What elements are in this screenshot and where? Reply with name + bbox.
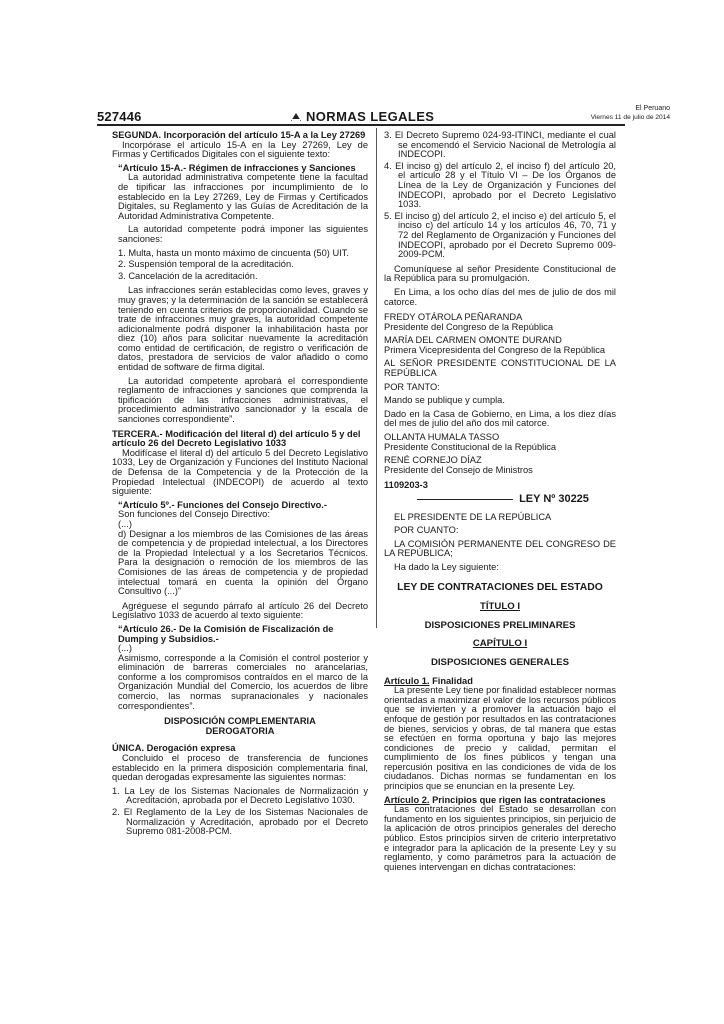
list-item: 4. El inciso g) del artículo 2, el inciso f) del artículo 20, el artículo 28 y el Título VI – De los Órganos de Línea de la Ley de Organización y Funciones del INDECOPI, aprobado por el Decreto Legislativo 1033. [384,160,616,210]
article-15a-paragraph: Las infracciones serán establecidas como leves, graves y muy graves; y la determinación de la sanción se establecerá teniendo en cuenta criterios de proporcionalidad. Cuando se trate de infracciones muy graves, la autoridad competente adicionalmente podrá disponer la inhabilitación hasta por diez (10) años para solicitar nuevamente la acreditación como entidad de certificación, de registro o verificación de datos, prestadora de servicios de valor añadido o como entidad de software de firma digital. [118,285,368,373]
al-senor-presidente: AL SEÑOR PRESIDENTE CONSTITUCIONAL DE LA REPÚBLICA [384,358,616,379]
list-item: 3. El Decreto Supremo 024-93-ITINCI, mediante el cual se encomendó el Servicio Nacional de Metrología al INDECOPI. [384,130,616,160]
law-title: LEY DE CONTRATACIONES DEL ESTADO [397,581,603,593]
signatory-role: Presidente Constitucional de la República [384,441,557,452]
dado-text: Dado en la Casa de Gobierno, en Lima, a los diez días del mes de julio del año dos mil catorce. [384,408,616,429]
lima-date-text: En Lima, a los ocho días del mes de julio de dos mil catorce. [384,286,616,307]
list-item: 3. Cancelación de la acreditación. [118,270,258,281]
article-15a-heading: “Artículo 15-A.- Régimen de infracciones y Sanciones [118,162,356,173]
article-1-paragraph: La presente Ley tiene por finalidad establecer normas orientadas a maximizar el valor de los recursos públicos que se invierten y a promover la actuación bajo el enfoque de gestión por resultados en las contrataciones de bienes, servicios y obras, de tal manera que estas se efectúen en forma oportuna y bajo las mejores condiciones de precio y calidad, permitan el cumplimiento de los fines públicos y tengan una repercusión positiva en las condiciones de vida de los ciudadanos. Dichas normas se fundamentan en los principios que se enuncian en la presente Ley. [384,685,616,792]
article-15a-block [118,164,368,425]
header-meta [584,104,670,122]
unica-heading: ÚNICA. Derogación expresa [112,743,236,754]
mando-text: Mando se publique y cumpla. [384,395,505,406]
president-line: EL PRESIDENTE DE LA REPÚBLICA [394,511,552,522]
segunda-intro: Incorpórase el artículo 15-A en la Ley 27269, Ley de Firmas y Certificados Digitales con el siguiente texto: [112,139,368,160]
article-15a-paragraph: La autoridad competente aprobará el correspondiente reglamento de infracciones y sanciones que comprenda la tipificación de las infracciones administrativas, el procedimiento administrativo sancionador y la escala de sanciones correspondiente”. [118,375,368,425]
page-number: 527446 [97,109,142,124]
derogaciones-list [112,787,368,837]
article-26-heading: “Artículo 26.- De la Comisión de Fiscalización de Dumping y Subsidios.- [118,623,334,644]
ha-dado-text: Ha dado la Ley siguiente: [394,561,499,572]
right-column [384,131,616,876]
publication-name: El Peruano [635,105,670,112]
signatory-role: Primera Vicepresidenta del Congreso de la República [384,344,606,355]
list-item: 2. Suspensión temporal de la acreditación. [118,259,294,270]
disposicion-heading-1: DISPOSICIÓN COMPLEMENTARIA [164,716,316,727]
por-cuanto: POR CUANTO: [394,525,459,536]
article-2-name: Principios que rigen las contrataciones [432,794,606,805]
disposiciones-generales-heading: DISPOSICIONES GENERALES [430,656,570,668]
signatory-name: MARÍA DEL CARMEN OMONTE DURAND [384,335,562,346]
disposiciones-preliminares-heading: DISPOSICIONES PRELIMINARES [424,619,576,631]
article-26-paragraph: Asimismo, corresponde a la Comisión el control posterior y eliminación de barreras comerciales no arancelarias, conforme a los compromisos contraídos en el marco de la Organización Mundial del Comercio, los acuerdos de libre comercio, las normas supranacionales y nacionales correspondientes”. [118,652,368,711]
list-item: 2. El Reglamento de la Ley de los Sistemas Nacionales de Normalización y Acreditación, aprobado por el Decreto Supremo 081-2008-PCM. [112,807,368,837]
article-2-label: Artículo 2. [384,794,430,805]
ellipsis: (...) [118,518,132,529]
por-tanto: POR TANTO: [384,381,440,392]
signatory-name: FREDY OTÁROLA PEÑARANDA [384,312,523,323]
article-5-block [118,501,368,597]
left-column [112,131,368,842]
law-number-row [384,495,616,505]
separator-line [417,499,513,500]
derogaciones-list-continued [384,131,616,260]
article-15a-paragraph: La autoridad administrativa competente tiene la facultad de tipificar las infracciones por incumplimiento de lo establecido en la Ley 27269, Ley de Firmas y Certificados Digitales, su Reglamento y las Guías de Acreditación de la Autoridad Administrativa Competente. [118,172,368,221]
tercera-heading: TERCERA.- Modificación del literal d) del artículo 5 y del artículo 26 del Decreto Legislativo 1033 [112,428,361,449]
brand-logo-icon [290,112,302,122]
article-5-heading: “Artículo 5º.- Funciones del Consejo Directivo.- [118,499,327,510]
titulo-heading: TÍTULO I [480,601,520,613]
article-26-block [118,625,368,711]
signatory-role: Presidente del Congreso de la República [384,321,554,332]
article-15a-paragraph: La autoridad competente podrá imponer las siguientes sanciones: [118,224,368,244]
law-number: LEY Nº 30225 [519,493,589,505]
header-divider [97,124,625,126]
tercera-paragraph: Agréguese el segundo párrafo al artículo 26 del Decreto Legislativo 1033 de acuerdo al texto siguiente: [112,600,368,621]
brand-title: NORMAS LEGALES [306,109,435,124]
signatory-name: OLLANTA HUMALA TASSO [384,432,500,443]
article-1-label: Artículo 1. [384,675,430,686]
document-code: 1109203-3 [384,480,428,491]
publication-date: Viernes 11 de julio de 2014 [590,114,670,121]
list-item: 1. La Ley de los Sistemas Nacionales de Normalización y Acreditación, aprobada por el Decreto Legislativo 1030. [112,785,368,806]
segunda-heading: SEGUNDA. Incorporación del artículo 15-A a la Ley 27269 [112,130,366,140]
signatory-role: Presidente del Consejo de Ministros [384,464,533,475]
comision-text: LA COMISIÓN PERMANENTE DEL CONGRESO DE LA REPÚBLICA; [384,538,616,559]
column-divider [376,128,377,628]
article-5-literal-d: d) Designar a los miembros de las Comisiones de las áreas de competencia y de propiedad intelectual, a los Directores de la Propiedad Intelectual y a los Secretarios Técnicos. Para la designación o remoción de los miembros de las Comisiones de las áreas de competencia y de propiedad intelectual tomará en cuenta la opinión del Órgano Consultivo (...)” [118,528,368,597]
article-1-name: Finalidad [432,675,473,686]
list-item: 5. El inciso g) del artículo 2, el inciso e) del artículo 5, el inciso c) del artículo 14 y los artículos 46, 70, 71 y 72 del Reglamento de Organización y Funciones del INDECOPI, aprobado por el Decreto Supremo 009-2009-PCM. [384,210,616,260]
capitulo-heading: CAPÍTULO I [472,638,528,650]
ellipsis: (...) [118,643,132,654]
unica-paragraph: Concluido el proceso de transferencia de funciones establecido en la primera disposición complementaria final, quedan derogadas expresamente las siguientes normas: [112,753,368,783]
article-5-subheading: Son funciones del Consejo Directivo: [118,509,270,520]
section-brand [290,109,434,124]
comuniquese-text: Comuníquese al señor Presidente Constitucional de la República para su promulgación. [384,263,616,284]
list-item: 1. Multa, hasta un monto máximo de cincuenta (50) UIT. [118,247,349,258]
disposicion-heading-2: DEROGATORIA [205,725,275,736]
signatory-name: RENÉ CORNEJO DÍAZ [384,455,482,466]
tercera-intro: Modifícase el literal d) del artículo 5 del Decreto Legislativo 1033, Ley de Organización y Funciones del Instituto Nacional de Defensa de la Competencia y de la Protección de la Propiedad Intelectual (INDECOPI) de acuerdo al texto siguiente: [112,447,368,497]
sanciones-list [118,249,368,282]
article-2-paragraph: Las contrataciones del Estado se desarrollan con fundamento en los siguientes principios, sin perjuicio de la aplicación de otros principios generales del derecho público. Estos principios sirven de criterio interpretativo e integrador para la aplicación de la presente Ley y su reglamento, y como parámetros para la actuación de quienes intervengan en dichas contrataciones: [384,804,616,872]
